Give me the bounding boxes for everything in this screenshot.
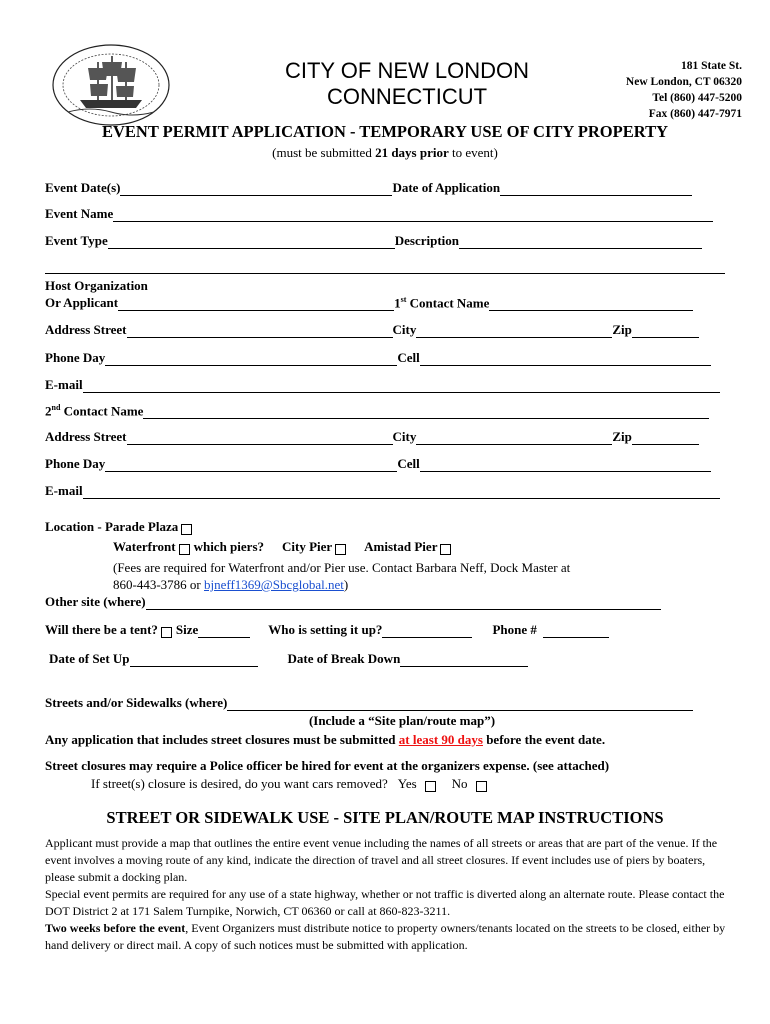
instructions-paragraph-3: Two weeks before the event, Event Organizers must distribute notice to property owners/tenants located on the streets to be closed, either by hand delivery or direct mail. A copy of such notices must be submitted with application. [45,921,726,952]
city-pier-label: City Pier [282,539,333,554]
tent-question-label: Will there be a tent? [45,622,158,637]
tent-who-label: Who is setting it up? [268,622,383,637]
city-address: 181 State St. New London, CT 06320 Tel (860) 447-5200 Fax (860) 447-7971 [625,60,742,120]
phone-day-label: Phone Day [45,350,106,365]
tent-checkbox[interactable] [161,627,172,638]
dock-master-email-link[interactable]: bjneff1369@Sbcglobal.net [204,577,344,592]
instructions-body [45,835,735,954]
streets-label: Streets and/or Sidewalks (where) [45,695,228,710]
phone1-row [45,350,711,366]
tent-phone-field[interactable] [543,623,609,638]
tent-who-field[interactable] [382,623,472,638]
event-type-row [45,233,702,249]
address2-row [45,429,699,445]
other-site-row [45,594,661,610]
description-label: Description [394,233,460,248]
breakdown-date-field[interactable] [400,652,528,667]
contact2-name-field[interactable] [143,404,709,419]
email-field[interactable] [83,378,720,393]
event-dates-field[interactable] [120,181,392,196]
streets-row [45,695,693,711]
event-dates-row [45,180,692,196]
no-label: No [451,776,468,791]
event-name-field[interactable] [113,207,713,222]
piers-row [113,539,455,555]
waterfront-label: Waterfront [113,539,176,554]
setup-row [49,651,528,667]
which-piers-label: which piers? [193,539,264,554]
location-row [45,519,196,535]
date-of-application-label: Date of Application [392,180,501,195]
tent-size-field[interactable] [198,623,250,638]
cell-label: Cell [397,350,420,365]
zip-field[interactable] [632,323,699,338]
cell-label: Cell [397,456,420,471]
address-street-label: Address Street [45,322,127,337]
phone-day-field[interactable] [105,351,397,366]
breakdown-date-label: Date of Break Down [287,651,401,666]
parade-plaza-checkbox[interactable] [181,524,192,535]
zip-label: Zip [612,429,632,444]
tent-size-label: Size [175,622,199,637]
city-label: City [392,429,417,444]
amistad-pier-checkbox[interactable] [440,544,451,555]
email2-row [45,483,720,499]
address-street-label: Address Street [45,429,127,444]
other-site-field[interactable] [146,595,661,610]
email-label: E-mail [45,377,83,392]
applicant-row [45,295,693,311]
address-street-field[interactable] [127,430,393,445]
phone2-row [45,456,711,472]
city-seal-icon [50,42,172,128]
cell-field[interactable] [420,351,711,366]
address-street-field[interactable] [127,323,393,338]
city-pier-checkbox[interactable] [335,544,346,555]
tent-phone-label: Phone # [492,622,537,637]
description-extra-line[interactable] [45,259,725,274]
form-title: EVENT PERMIT APPLICATION - TEMPORARY USE OF CITY PROPERTY [101,122,668,141]
address1-row [45,322,699,338]
streets-field[interactable] [227,696,693,711]
city-title: CITY OF NEW LONDON CONNECTICUT [284,58,530,109]
setup-date-label: Date of Set Up [49,651,130,666]
email-label: E-mail [45,483,83,498]
instructions-title: STREET OR SIDEWALK USE - SITE PLAN/ROUTE MAP INSTRUCTIONS [106,808,664,827]
no-checkbox[interactable] [476,781,487,792]
cars-question: If street(s) closure is desired, do you want cars removed? [91,776,388,791]
event-name-row [45,206,713,222]
zip-label: Zip [612,322,632,337]
city-label: City [392,322,417,337]
fees-note: (Fees are required for Waterfront and/or Pier use. Contact Barbara Neff, Dock Master at 860-443-3786 or bjneff1369@Sbcglobal.net) [113,560,571,592]
yes-label: Yes [397,776,417,791]
contact2-row [45,403,709,419]
waterfront-checkbox[interactable] [179,544,190,555]
city-field[interactable] [416,323,612,338]
event-name-label: Event Name [45,206,114,221]
closure-notice: Any application that includes street closures must be submitted at least 90 days before the event date. [45,732,606,747]
date-of-application-field[interactable] [500,181,692,196]
contact1-label: 1st Contact Name [394,295,490,311]
contact1-name-field[interactable] [489,296,693,311]
setup-date-field[interactable] [130,652,258,667]
event-dates-label: Event Date(s) [45,180,121,195]
location-label: Location - Parade Plaza [45,519,179,534]
zip-field[interactable] [632,430,699,445]
cell-field[interactable] [420,457,711,472]
yes-checkbox[interactable] [425,781,436,792]
or-applicant-label: Or Applicant [45,295,119,311]
other-site-label: Other site (where) [45,594,146,609]
amistad-pier-label: Amistad Pier [364,539,438,554]
host-organization-label: Host Organization [45,278,148,293]
tent-row [45,622,609,638]
email1-row [45,377,720,393]
contact2-label: 2nd Contact Name [45,403,144,419]
instructions-paragraph-1: Applicant must provide a map that outlines the entire event venue including the names of all streets or areas that are part of the venue. If the event involves a moving route of any kind, indicate the direction of travel and all street closures. If event includes use of piers by boaters, please submit a docking plan. [45,836,718,884]
city-field[interactable] [416,430,612,445]
applicant-field[interactable] [118,296,394,311]
police-notice: Street closures may require a Police officer be hired for event at the organizers expense. (see attached) [45,758,610,773]
phone-day-field[interactable] [105,457,397,472]
event-type-label: Event Type [45,233,108,248]
cars-row [91,776,491,792]
site-plan-note: (Include a “Site plan/route map”) [308,713,496,728]
email-field[interactable] [83,484,720,499]
form-subtitle: (must be submitted 21 days prior to event) [272,145,498,160]
event-type-field[interactable] [108,234,395,249]
description-field[interactable] [459,234,702,249]
instructions-paragraph-2: Special event permits are required for any use of a state highway, whether or not traffic is diverted along an alternate route. Please contact the DOT District 2 at 171 Salem Turnpike, Norwich, CT 06360 or call at 860-823-3211. [45,887,725,918]
phone-day-label: Phone Day [45,456,106,471]
